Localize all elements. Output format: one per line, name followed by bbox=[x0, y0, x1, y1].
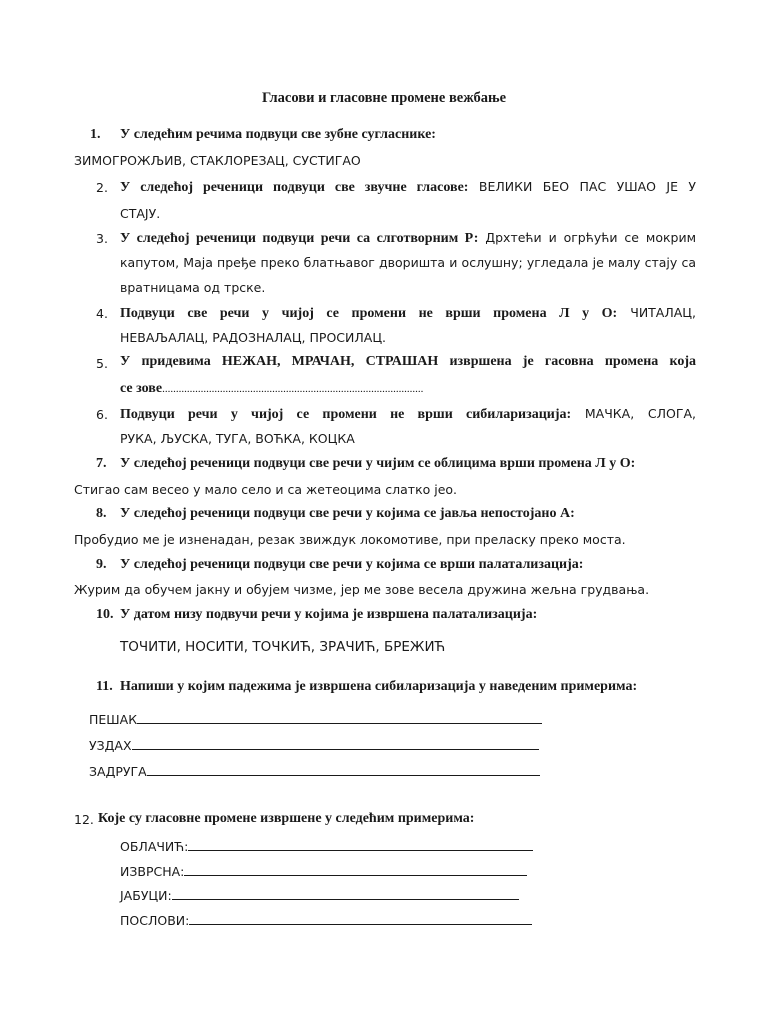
item-9-prompt: У следећој реченици подвуци све речи у којима се врши палатализација: bbox=[120, 557, 584, 572]
item-2-content-a: ВЕЛИКИ БЕО ПАС УШАО ЈЕ У bbox=[478, 179, 697, 194]
item-3-number: 3. bbox=[96, 231, 108, 246]
item-4-number: 4. bbox=[96, 306, 108, 321]
item-6-content-a: МАЧКА, СЛОГА, bbox=[584, 406, 696, 421]
item-12-word-1: ОБЛАЧИЋ: bbox=[120, 839, 189, 854]
item-5-prompt-b: се зове bbox=[120, 381, 163, 396]
item-12-word-3: ЈАБУЦИ: bbox=[120, 888, 172, 903]
item-11-answer-row-2 bbox=[89, 737, 539, 753]
item-7-content: Стигао сам весео у мало село и са жетеоцима слатко јео. bbox=[74, 482, 458, 497]
item-9-number: 9. bbox=[96, 557, 107, 572]
item-10-number: 10. bbox=[96, 607, 114, 622]
item-9-content: Журим да обучем јакну и обујем чизме, јер ме зове весела дружина жељна грудвања. bbox=[74, 582, 650, 597]
item-6-number: 6. bbox=[96, 407, 108, 422]
item-11-answer-row-3 bbox=[89, 763, 540, 779]
item-12-word-4: ПОСЛОВИ: bbox=[120, 913, 190, 928]
item-3-row-1 bbox=[120, 229, 696, 247]
item-11-answer-row-1 bbox=[89, 711, 542, 727]
item-11-answer-line-2[interactable] bbox=[132, 737, 539, 750]
item-3-content-b: капутом, Маја пређе преко блатњавог дворишта и ослушну; угледала је малу стају са bbox=[120, 255, 696, 270]
item-11-word-1: ПЕШАК bbox=[89, 712, 138, 727]
item-4-row-1 bbox=[120, 304, 696, 322]
item-12-answer-line-3[interactable] bbox=[172, 887, 519, 900]
item-5-prompt-a: У придевима НЕЖАН, МРАЧАН, СТРАШАН извршена је гасовна промена која bbox=[120, 354, 696, 369]
page-title: Гласови и гласовне промене вежбање bbox=[261, 90, 507, 106]
item-5-answer-dots: ............................................................................................... bbox=[162, 383, 424, 395]
item-8-prompt: У следећој реченици подвуци све речи у којима се јавља непостојано А: bbox=[120, 506, 575, 521]
item-11-word-3: ЗАДРУГА bbox=[89, 764, 147, 779]
item-2-row-1 bbox=[120, 178, 696, 196]
item-12-answer-row-2 bbox=[120, 863, 527, 879]
item-2-prompt: У следећој реченици подвуци све звучне гласове: bbox=[120, 180, 469, 195]
item-12-answer-row-1 bbox=[120, 838, 533, 854]
item-6-row-1 bbox=[120, 405, 696, 423]
item-12-number: 12. bbox=[74, 812, 94, 827]
item-12-answer-line-1[interactable] bbox=[188, 838, 533, 851]
item-10-prompt: У датом низу подвучи речи у којима је извршена палатализација: bbox=[120, 607, 538, 622]
item-2-content-b: СТАЈУ. bbox=[120, 206, 161, 221]
item-11-answer-line-1[interactable] bbox=[137, 711, 542, 724]
item-2-number: 2. bbox=[96, 180, 108, 195]
item-10-content: ТОЧИТИ, НОСИТИ, ТОЧКИЋ, ЗРАЧИЋ, БРЕЖИЋ bbox=[120, 639, 446, 655]
item-12-word-2: ИЗВРСНА: bbox=[120, 864, 185, 879]
item-5-number: 5. bbox=[96, 356, 108, 371]
item-11-word-2: УЗДАХ bbox=[89, 738, 132, 753]
item-11-prompt: Напиши у којим падежима је извршена сибиларизација у наведеним примерима: bbox=[120, 679, 638, 694]
item-3-content-a: Дрхтећи и огрћући се мокрим bbox=[485, 230, 696, 245]
item-1-content: ЗИМОГРОЖЉИВ, СТАКЛОРЕЗАЦ, СУСТИГАО bbox=[74, 153, 361, 168]
item-11-answer-line-3[interactable] bbox=[147, 763, 540, 776]
item-1-number: 1. bbox=[90, 127, 101, 142]
item-12-answer-row-4 bbox=[120, 912, 532, 928]
item-6-content-b: РУКА, ЉУСКА, ТУГА, ВОЋКА, КОЦКА bbox=[120, 431, 355, 446]
item-6-prompt: Подвуци речи у чијој се промени не врши сибиларизација: bbox=[120, 407, 572, 422]
item-7-prompt: У следећој реченици подвуци све речи у чијим се облицима врши промена Л у О: bbox=[120, 456, 636, 471]
item-4-content-b: НЕВАЉАЛАЦ, РАДОЗНАЛАЦ, ПРОСИЛАЦ. bbox=[120, 330, 386, 345]
item-4-prompt: Подвуци све речи у чијој се промени не врши промена Л у О: bbox=[120, 306, 618, 321]
item-11-number: 11. bbox=[96, 679, 113, 694]
item-1-prompt: У следећим речима подвуци све зубне сугласнике: bbox=[120, 127, 436, 142]
item-4-content-a: ЧИТАЛАЦ, bbox=[630, 305, 696, 320]
item-7-number: 7. bbox=[96, 456, 107, 471]
item-12-answer-line-2[interactable] bbox=[184, 863, 527, 876]
item-8-number: 8. bbox=[96, 506, 107, 521]
item-3-content-c: вратницама од трске. bbox=[120, 280, 266, 295]
item-12-answer-row-3 bbox=[120, 887, 519, 903]
item-12-prompt: Које су гласовне промене извршене у следећим примерима: bbox=[98, 811, 475, 826]
item-5-row-2 bbox=[120, 379, 423, 397]
item-12-answer-line-4[interactable] bbox=[189, 912, 532, 925]
item-3-prompt: У следећој реченици подвуци речи са слготворним Р: bbox=[120, 231, 479, 246]
item-8-content: Пробудио ме је изненадан, резак звиждук локомотиве, при преласку преко моста. bbox=[74, 532, 626, 547]
